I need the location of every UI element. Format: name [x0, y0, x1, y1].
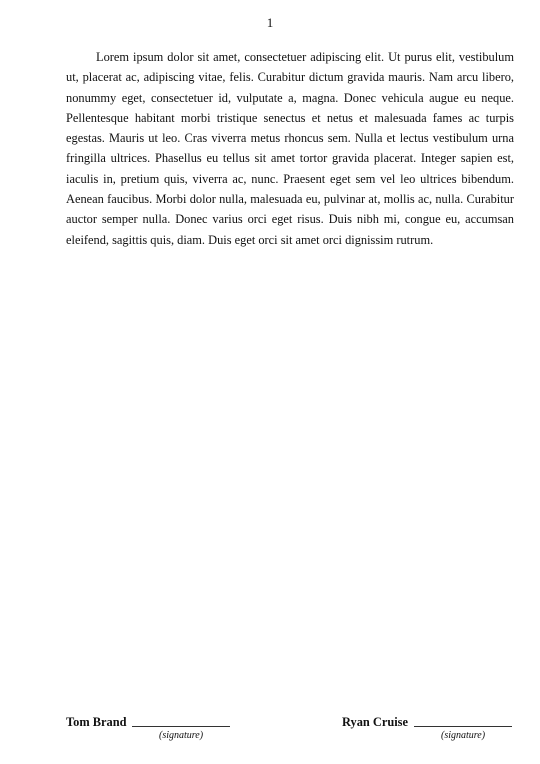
body-paragraph: Lorem ipsum dolor sit amet, consectetuer adipiscing elit. Ut purus elit, vestibulum ut, placerat ac, adipiscing vitae, felis. Curabitur dictum gravida mauris. Nam arcu libero, nonummy eget, consectetuer id, vulputate a, magna. Donec vehicula augue eu neque. Pellentesque habitant morbi tristique senectus et netus et malesuada fames ac turpis egestas. Mauris ut leo. Cras viverra metus rhoncus sem. Nulla et lectus vestibulum urna fringilla ultrices. Phasellus eu tellus sit amet tortor gravida placerat. Integer sapien est, iaculis in, pretium quis, viverra ac, nunc. Praesent eget sem vel leo ultrices bibendum. Aenean faucibus. Morbi dolor nulla, malesuada eu, pulvinar at, mollis ac, nulla. Curabitur auctor semper nulla. Donec varius orci eget risus. Duis nibh mi, congue eu, accumsan eleifend, sagittis quis, diam. Duis eget orci sit amet orci dignissim rutrum. — [66, 50, 514, 247]
signature-line — [414, 725, 512, 727]
signature-row — [342, 714, 512, 730]
signature-caption: (signature) — [159, 730, 204, 741]
signature-block-ryan-cruise — [342, 714, 512, 754]
signer-name: Ryan Cruise — [342, 715, 408, 729]
signature-line — [132, 725, 230, 727]
signature-row — [66, 714, 230, 730]
signature-block-tom-brand — [66, 714, 230, 754]
signature-caption: (signature) — [441, 730, 486, 741]
signer-name: Tom Brand — [66, 715, 127, 729]
page-number: 1 — [266, 15, 274, 30]
